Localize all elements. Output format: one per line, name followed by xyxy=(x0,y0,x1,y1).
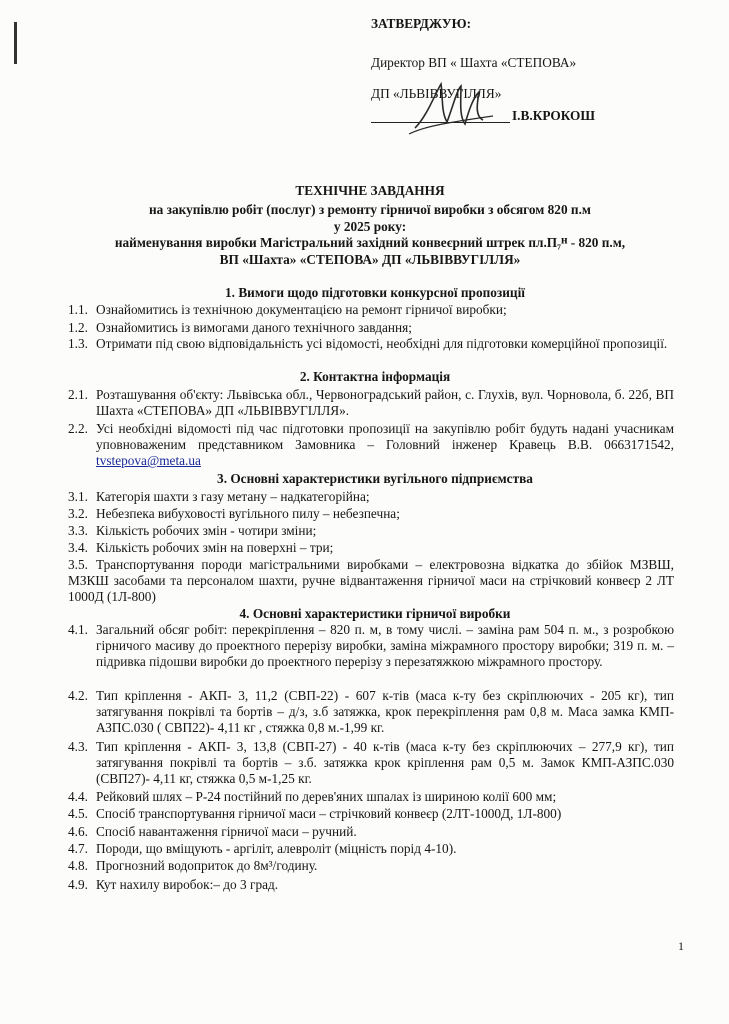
item-4-4: 4.4. Рейковий шлях – Р-24 постійний по дерев'яних шпалах із шириною колії 600 мм; xyxy=(68,789,557,804)
approval-position: Директор ВП « Шахта «СТЕПОВА» xyxy=(371,55,577,70)
item-4-8: 4.8. Прогнозний водоприток до 8м³/годину. xyxy=(68,858,318,873)
item-3-2: 3.2. Небезпека вибуховості вугільного пилу – небезпечна; xyxy=(68,506,400,521)
item-4-6: 4.6. Спосіб навантаження гірничої маси – ручний. xyxy=(68,824,357,839)
doc-enterprise: ВП «Шахта» «СТЕПОВА» ДП «ЛЬВІВВУГІЛЛЯ» xyxy=(219,252,521,267)
approval-title: ЗАТВЕРДЖУЮ: xyxy=(371,16,472,31)
page-number: 1 xyxy=(678,939,684,953)
item-3-3: 3.3. Кількість робочих змін - чотири зміни; xyxy=(68,523,317,538)
item-4-1: 4.1. Загальний обсяг робіт: перекріплення – 820 п. м, в тому числі. – заміна рам 504 п. м., з розробкою гірничого масиву до проектного перерізу виробки, заміна міжрамного простору виробки; 319 п. м. – підривка підошви виробки до проектного перерізу з перезатяжкою міжрамного простору. xyxy=(68,622,674,670)
item-4-7: 4.7. Породи, що вміщують - аргіліт, алевроліт (міцність порід 4-10). xyxy=(68,841,457,856)
binding-mark xyxy=(14,22,17,64)
item-4-5: 4.5. Спосіб транспортування гірничої маси – стрічковий конвеєр (2ЛТ-1000Д, 1Л-800) xyxy=(68,806,562,821)
item-4-3: 4.3. Тип кріплення - АКП- 3, 13,8 (СВП-27) - 40 к-тів (маса к-ту без скріплюючих – 277,9 кг), тип затягування покрівлі та бортів – з.б. затяжка крок кріплення рам 0,5 м. Замок КМП-АЗПС.030 (СВП27)- 4,11 кг, стяжка 0,5 м-1,25 кг. xyxy=(68,739,674,787)
item-2-2: 2.2. Усі необхідні відомості під час підготовки пропозиції на закупівлю робіт будуть надані учасникам уповноваженим представником Замовника – Головний інженер Кравець В.В. 0663171542, tvstepova@meta.ua xyxy=(68,421,674,469)
section-2-title: 2. Контактна інформація xyxy=(299,369,451,384)
section-1-title: 1. Вимоги щодо підготовки конкурсної пропозиції xyxy=(225,285,525,300)
doc-object-name: найменування виробки Магістральний західний конвеєрний штрек пл.П₇ᴴ - 820 п.м, xyxy=(114,235,626,250)
section-4-title: 4. Основні характеристики гірничої виробки xyxy=(239,606,511,621)
item-4-9: 4.9. Кут нахилу виробок:– до 3 град. xyxy=(68,877,279,892)
item-3-4: 3.4. Кількість робочих змін на поверхні – три; xyxy=(68,540,334,555)
item-1-3: 1.3. Отримати під свою відповідальність усі відомості, необхідні для підготовки комерційної пропозиції. xyxy=(68,336,668,351)
section-3-title: 3. Основні характеристики вугільного підприємства xyxy=(217,471,533,486)
item-3-1: 3.1. Категорія шахти з газу метану – надкатегорійна; xyxy=(68,489,370,504)
item-1-2: 1.2. Ознайомитись із вимогами даного технічного завдання; xyxy=(68,320,412,335)
contact-email-link[interactable]: tvstepova@meta.ua xyxy=(96,453,201,469)
doc-year: у 2025 року: xyxy=(333,219,407,234)
item-1-1: 1.1. Ознайомитись із технічною документацією на ремонт гірничої виробки; xyxy=(68,302,507,317)
handwritten-signature xyxy=(407,76,497,136)
signatory-name: І.В.КРОКОШ xyxy=(512,108,595,123)
item-4-2: 4.2. Тип кріплення - АКП- 3, 11,2 (СВП-22) - 607 к-тів (маса к-ту без скріплюючих - 205 кг), тип затягування покрівлі та бортів – д/з, з.б затяжка, крок перекріплення рам 0,8 м. Маса замка КМП-АЗПС.030 ( СВП22)- 4,11 кг , стяжка 0,8 м.-1,99 кг. xyxy=(68,688,674,736)
doc-title: ТЕХНІЧНЕ ЗАВДАННЯ xyxy=(295,183,445,198)
doc-subtitle: на закупівлю робіт (послуг) з ремонту гірничої виробки з обсягом 820 п.м xyxy=(149,202,591,217)
item-2-1: 2.1. Розташування об'єкту: Львівська обл., Червоноградський район, с. Глухів, вул. Чорновола, б. 22б, ВП Шахта «СТЕПОВА» ДП «ЛЬВІВВУГІЛЛЯ». xyxy=(68,387,674,419)
approval-company: ДП «ЛЬВІВВУГІЛЛЯ» xyxy=(371,86,502,101)
item-3-5: 3.5. Транспортування породи магістральними виробками – електровозна відкатка до збійок МЗВШ, МЗКШ засобами та персоналом шахти, ручне відвантаження гірничої маси на стрічковий конвеєр 2 ЛТ 1000Д (1Л-800) xyxy=(68,557,674,605)
